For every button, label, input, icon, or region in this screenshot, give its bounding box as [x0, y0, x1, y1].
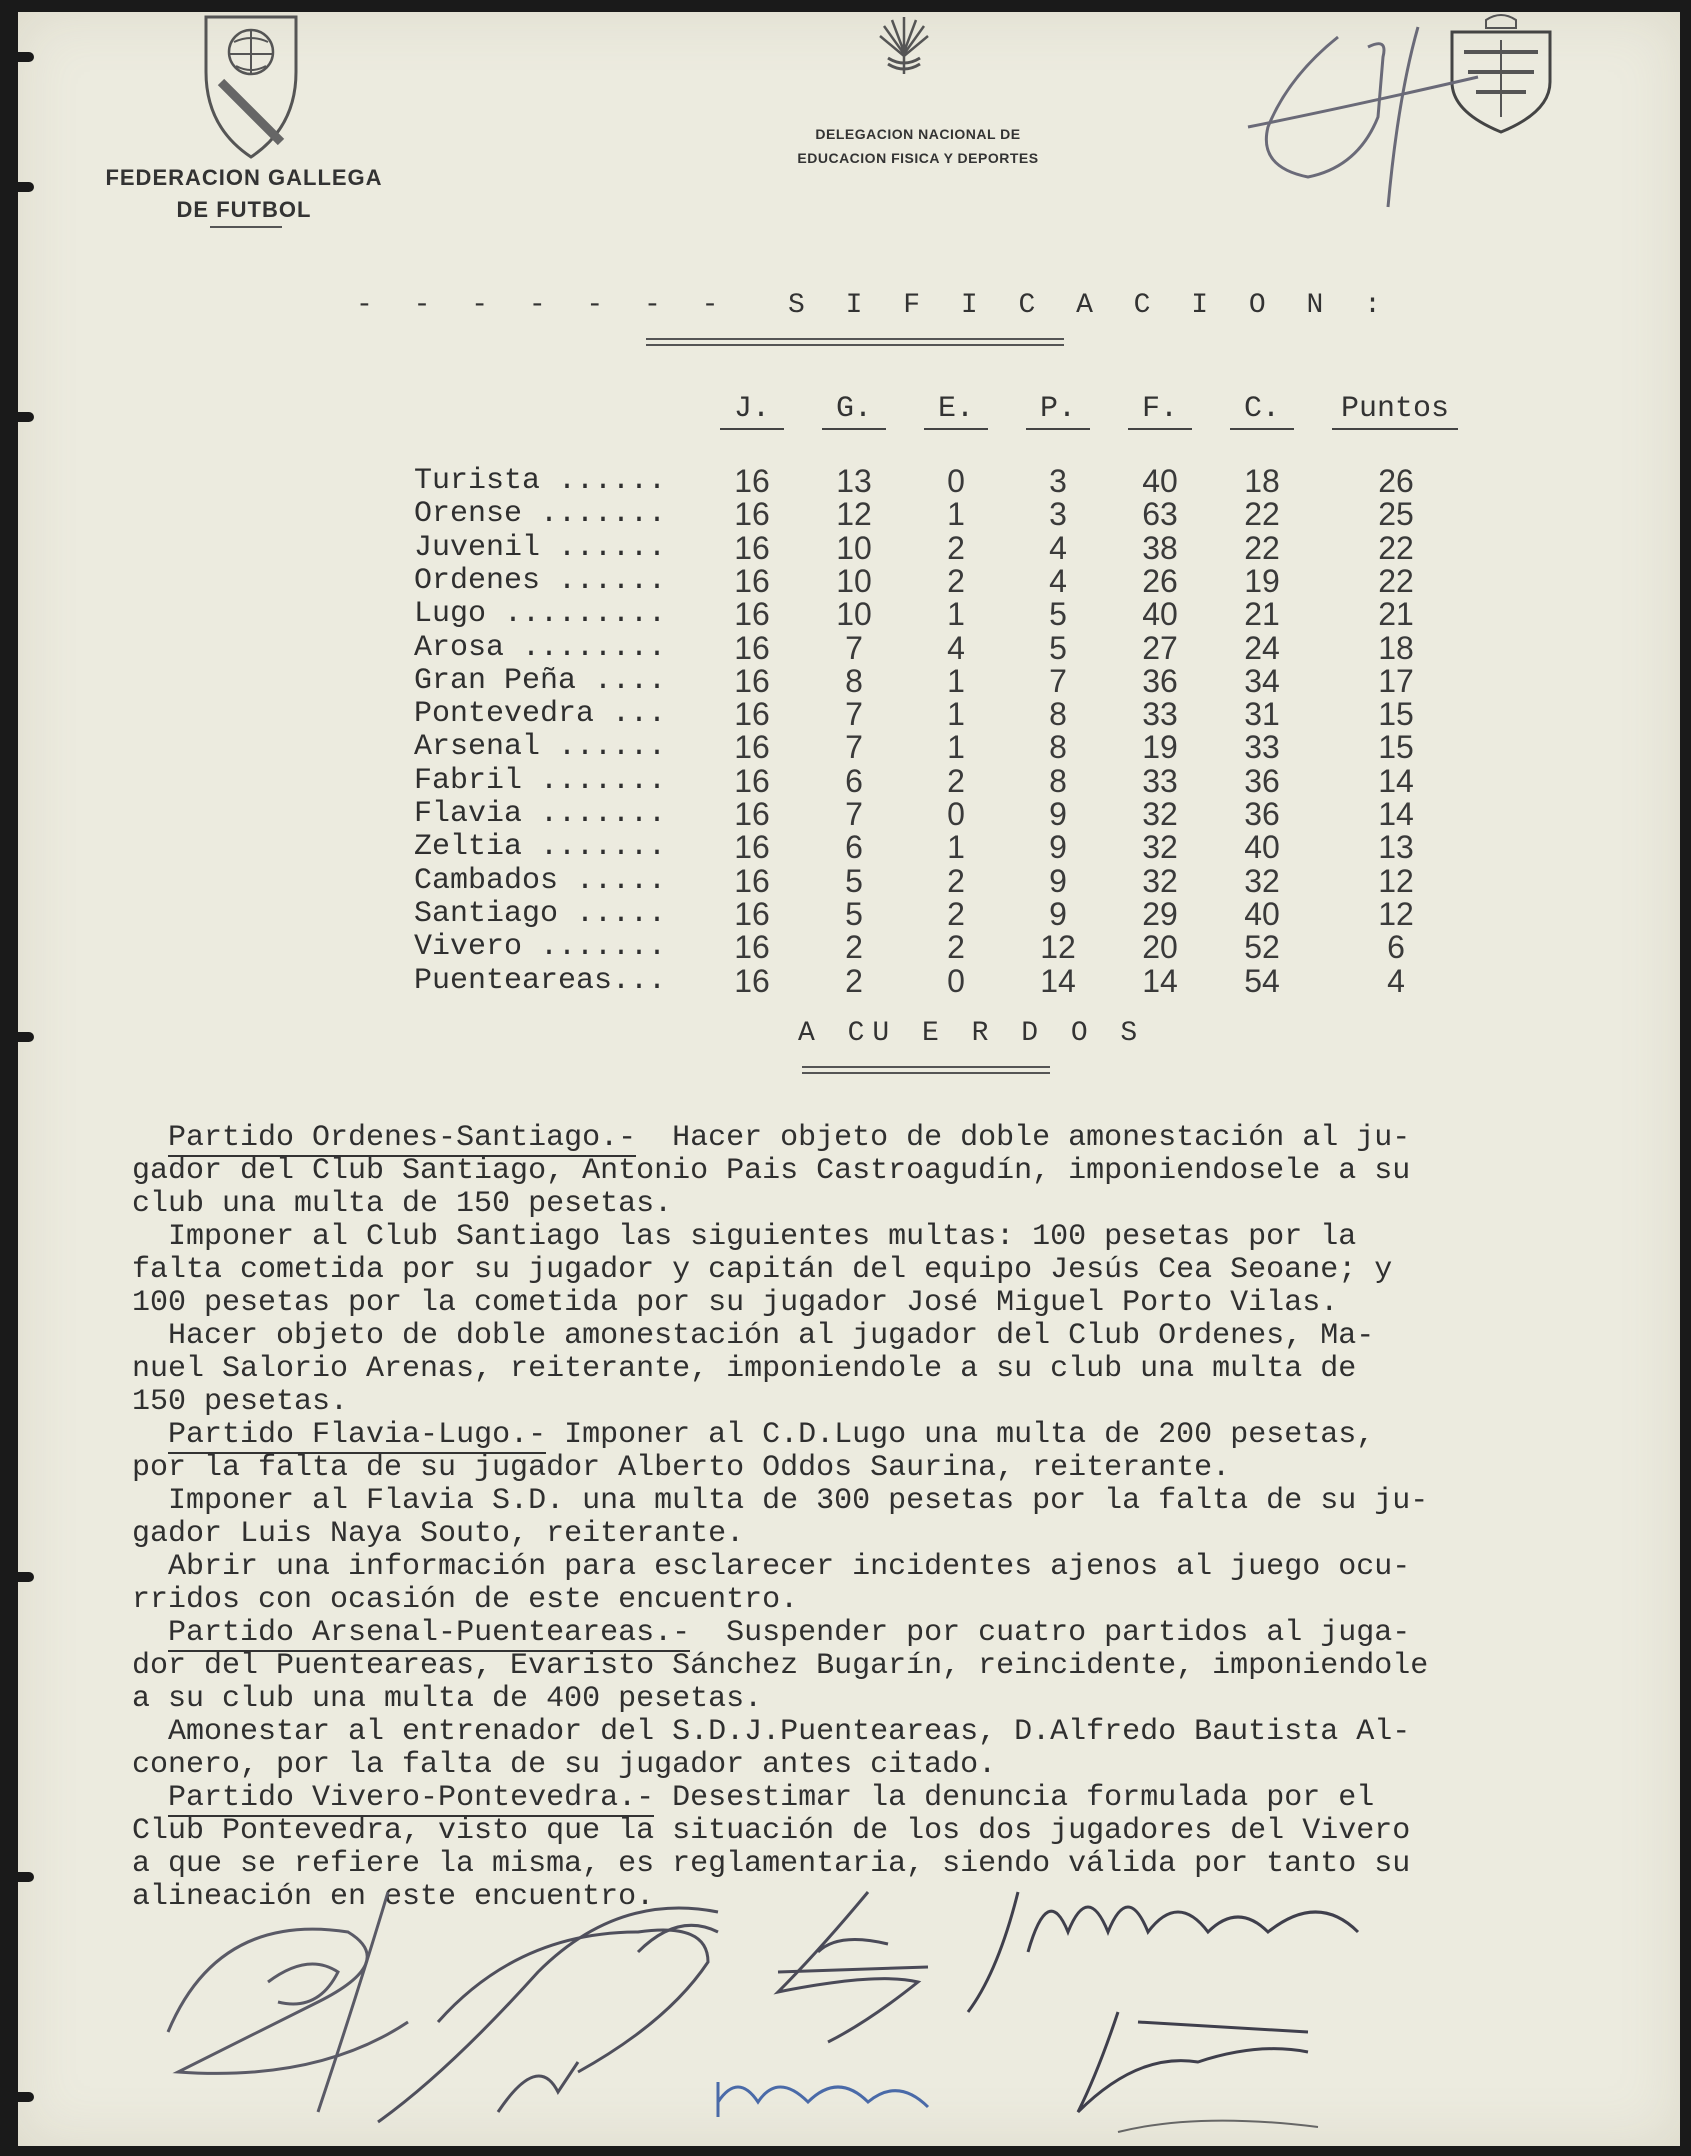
- table-cell: 7: [845, 729, 863, 766]
- table-cell: 52: [1244, 929, 1280, 966]
- agreement-flavia-lugo: [132, 1419, 1652, 1452]
- table-cell: 40: [1244, 829, 1280, 866]
- federation-shield-logo: [196, 12, 306, 162]
- table-cell: 2: [947, 895, 965, 932]
- team-name: Flavia .......: [414, 797, 667, 831]
- federation-name: [94, 162, 394, 226]
- text-line: Amonestar al entrenador del S.D.J.Puenteareas, D.Alfredo Bautista Al-: [132, 1715, 1411, 1749]
- team-name: Turista ......: [414, 464, 667, 498]
- signature-2: [378, 1908, 718, 2122]
- team-name: Gran Peña ....: [414, 663, 667, 698]
- table-cell: 1: [947, 496, 965, 533]
- table-cell: 29: [1142, 895, 1178, 932]
- table-cell: 0: [947, 796, 965, 832]
- signature-1: [168, 1892, 408, 2112]
- table-cell: 10: [836, 596, 872, 633]
- binder-hole: [18, 182, 34, 192]
- table-cell: 4: [947, 629, 965, 666]
- agreements-double-underline: [802, 1066, 1050, 1074]
- table-cell: 36: [1244, 796, 1280, 832]
- text-line: Hacer objeto de doble amonestación al jugador del Club Ordenes, Ma-: [132, 1319, 1375, 1353]
- table-cell: 5: [845, 895, 863, 932]
- team-name: Santiago .....: [414, 896, 667, 931]
- col-header-puntos: Puntos: [1332, 392, 1458, 430]
- text-line: a que se refiere la misma, es reglamentaria, siendo válida por tanto su: [132, 1847, 1411, 1881]
- table-cell: 16: [734, 496, 770, 533]
- team-name: Vivero .......: [414, 930, 667, 965]
- text-line: Suspender por cuatro partidos al juga-: [690, 1616, 1411, 1650]
- yoke-arrows-emblem: [874, 12, 934, 82]
- table-cell: 7: [1049, 662, 1067, 699]
- team-name: Arosa ........: [414, 630, 667, 665]
- title-double-underline: [646, 338, 1064, 346]
- table-cell: 7: [845, 696, 863, 733]
- table-cell: 16: [734, 463, 770, 499]
- table-cell: 33: [1244, 729, 1280, 766]
- table-cell: 9: [1049, 895, 1067, 932]
- table-cell: 14: [1040, 962, 1076, 999]
- table-cell: 34: [1244, 662, 1280, 699]
- table-cell: 40: [1244, 895, 1280, 932]
- table-cell: 36: [1142, 662, 1178, 699]
- delegation-name-line1: DELEGACION NACIONAL DE: [815, 126, 1021, 142]
- table-cell: 16: [734, 895, 770, 932]
- table-cell: 40: [1142, 596, 1178, 633]
- table-cell: 22: [1378, 562, 1414, 599]
- col-header-e: E.: [924, 392, 988, 430]
- table-cell: 16: [734, 762, 770, 799]
- table-cell: 5: [1049, 629, 1067, 666]
- table-cell: 16: [734, 796, 770, 832]
- text-line: por la falta de su jugador Alberto Oddos Saurina, reiterante.: [132, 1451, 1231, 1485]
- table-cell: 54: [1244, 962, 1280, 999]
- table-cell: 4: [1049, 529, 1067, 566]
- text-line: rridos con ocasión de este encuentro.: [132, 1583, 799, 1617]
- text-line: Imponer al Flavia S.D. una multa de 300 pesetas por la falta de su ju-: [132, 1484, 1429, 1518]
- table-cell: 5: [845, 862, 863, 899]
- text-line: conero, por la falta de su jugador antes citado.: [132, 1748, 997, 1782]
- table-cell: 14: [1378, 796, 1414, 832]
- agreements-body: [132, 1122, 1652, 1914]
- table-cell: 25: [1378, 496, 1414, 533]
- delegation-name-line2: EDUCACION FISICA Y DEPORTES: [797, 150, 1039, 166]
- col-header-f: F.: [1128, 392, 1192, 430]
- text-line: Abrir una información para esclarecer incidentes ajenos al juego ocu-: [132, 1550, 1411, 1584]
- table-cell: 33: [1142, 696, 1178, 733]
- table-cell: 0: [947, 463, 965, 499]
- signature-4: [968, 1892, 1358, 2112]
- table-cell: 1: [947, 662, 965, 699]
- table-cell: 16: [734, 962, 770, 999]
- table-cell: 20: [1142, 929, 1178, 966]
- team-name: Arsenal ......: [414, 730, 667, 765]
- table-cell: 2: [947, 562, 965, 599]
- table-cell: 27: [1142, 629, 1178, 666]
- table-cell: 32: [1142, 796, 1178, 832]
- federation-rule: [210, 226, 282, 228]
- text-line: 100 pesetas por la cometida por su jugador José Miguel Porto Vilas.: [132, 1286, 1339, 1320]
- table-cell: 1: [947, 596, 965, 633]
- table-cell: 15: [1378, 729, 1414, 766]
- table-cell: 2: [947, 529, 965, 566]
- binder-hole: [18, 52, 34, 62]
- table-cell: 16: [734, 629, 770, 666]
- table-cell: 6: [845, 829, 863, 866]
- col-header-c: C.: [1230, 392, 1294, 430]
- text-line: a su club una multa de 400 pesetas.: [132, 1682, 763, 1716]
- table-cell: 12: [1378, 862, 1414, 899]
- match-heading: Partido Flavia-Lugo.-: [168, 1418, 547, 1452]
- team-name: Pontevedra ...: [414, 697, 667, 732]
- table-cell: 1: [947, 696, 965, 733]
- agreements-title: A CU E R D O S: [798, 1018, 1146, 1049]
- table-cell: 1: [947, 829, 965, 866]
- team-name: Fabril .......: [414, 763, 667, 798]
- table-cell: 13: [1378, 829, 1414, 866]
- table-cell: 12: [836, 496, 872, 533]
- team-name: Juvenil ......: [414, 530, 667, 565]
- table-cell: 36: [1244, 762, 1280, 799]
- table-cell: 63: [1142, 496, 1178, 533]
- table-cell: 26: [1142, 562, 1178, 599]
- table-cell: 16: [734, 729, 770, 766]
- text-line: Imponer al Club Santiago las siguientes multas: 100 pesetas por la: [132, 1220, 1357, 1254]
- table-cell: 0: [947, 962, 965, 999]
- table-cell: 26: [1378, 463, 1414, 499]
- text-line: gador del Club Santiago, Antonio Pais Castroagudín, imponiendosele a su: [132, 1154, 1411, 1188]
- table-cell: 14: [1142, 962, 1178, 999]
- text-line: nuel Salorio Arenas, reiterante, imponiendole a su club una multa de: [132, 1352, 1357, 1386]
- table-cell: 3: [1049, 463, 1067, 499]
- col-header-g: G.: [822, 392, 886, 430]
- table-cell: 16: [734, 829, 770, 866]
- table-cell: 21: [1244, 596, 1280, 633]
- table-cell: 16: [734, 529, 770, 566]
- team-name: Puenteareas...: [414, 963, 667, 998]
- text-line: club una multa de 150 pesetas.: [132, 1187, 673, 1221]
- table-cell: 9: [1049, 796, 1067, 832]
- table-cell: 24: [1244, 629, 1280, 666]
- table-cell: 31: [1244, 696, 1280, 733]
- binder-hole: [18, 1032, 34, 1042]
- signature-stroke: [1118, 2121, 1318, 2132]
- table-cell: 4: [1049, 562, 1067, 599]
- table-cell: 6: [1387, 929, 1405, 966]
- table-cell: 10: [836, 529, 872, 566]
- federation-name-line1: FEDERACION GALLEGA: [105, 165, 383, 190]
- table-cell: 3: [1049, 496, 1067, 533]
- match-heading: Partido Ordenes-Santiago.-: [168, 1121, 637, 1155]
- handwritten-signature-top: [1228, 17, 1488, 217]
- text-line: Imponer al C.D.Lugo una multa de 200 pesetas,: [546, 1418, 1375, 1452]
- agreement-ordenes-santiago: [132, 1122, 1652, 1155]
- table-cell: 21: [1378, 596, 1414, 633]
- table-cell: 5: [1049, 596, 1067, 633]
- table-cell: 12: [1378, 895, 1414, 932]
- table-cell: 19: [1142, 729, 1178, 766]
- table-cell: 6: [845, 762, 863, 799]
- table-cell: 40: [1142, 463, 1178, 499]
- table-cell: 33: [1142, 762, 1178, 799]
- text-line: 150 pesetas.: [132, 1385, 349, 1419]
- table-cell: 16: [734, 696, 770, 733]
- table-cell: 16: [734, 562, 770, 599]
- delegation-name: [738, 122, 1098, 170]
- table-cell: 8: [1049, 762, 1067, 799]
- table-cell: 8: [1049, 696, 1067, 733]
- binder-hole: [18, 412, 34, 422]
- col-header-j: J.: [720, 392, 784, 430]
- table-cell: 10: [836, 562, 872, 599]
- table-cell: 18: [1378, 629, 1414, 666]
- col-header-p: P.: [1026, 392, 1090, 430]
- table-cell: 12: [1040, 929, 1076, 966]
- table-cell: 1: [947, 729, 965, 766]
- signature-5: [718, 2082, 928, 2117]
- team-name: Cambados .....: [414, 863, 667, 898]
- table-cell: 2: [947, 762, 965, 799]
- text-line: Club Pontevedra, visto que la situación de los dos jugadores del Vivero: [132, 1814, 1411, 1848]
- table-cell: 8: [845, 662, 863, 699]
- table-cell: 32: [1142, 862, 1178, 899]
- table-cell: 8: [1049, 729, 1067, 766]
- table-cell: 4: [1387, 962, 1405, 999]
- agreement-arsenal-puenteareas: [132, 1617, 1652, 1650]
- table-cell: 18: [1244, 463, 1280, 499]
- table-cell: 17: [1378, 662, 1414, 699]
- match-heading: Partido Vivero-Pontevedra.-: [168, 1781, 655, 1815]
- table-cell: 9: [1049, 829, 1067, 866]
- text-line: alineación en este encuentro.: [132, 1880, 655, 1914]
- table-cell: 16: [734, 596, 770, 633]
- table-cell: 7: [845, 796, 863, 832]
- table-cell: 2: [845, 962, 863, 999]
- table-cell: 19: [1244, 562, 1280, 599]
- text-line: gador Luis Naya Souto, reiterante.: [132, 1517, 745, 1551]
- text-line: Hacer objeto de doble amonestación al ju-: [636, 1121, 1411, 1155]
- team-name: Lugo .........: [414, 597, 667, 632]
- federation-name-line2: DE FUTBOL: [176, 197, 312, 222]
- text-line: dor del Puenteareas, Evaristo Sánchez Bugarín, reincidente, imponiendole: [132, 1649, 1429, 1683]
- table-cell: 2: [947, 929, 965, 966]
- binder-hole: [18, 1572, 34, 1582]
- table-cell: 16: [734, 662, 770, 699]
- table-cell: 16: [734, 929, 770, 966]
- match-heading: Partido Arsenal-Puenteareas.-: [168, 1616, 691, 1650]
- table-cell: 15: [1378, 696, 1414, 733]
- signatures-area: [18, 1872, 1680, 2142]
- table-cell: 22: [1378, 529, 1414, 566]
- table-cell: 38: [1142, 529, 1178, 566]
- table-cell: 32: [1244, 862, 1280, 899]
- table-cell: 7: [845, 629, 863, 666]
- team-name: Zeltia .......: [414, 830, 667, 865]
- table-cell: 2: [947, 862, 965, 899]
- table-cell: 2: [845, 929, 863, 966]
- table-cell: 22: [1244, 529, 1280, 566]
- classification-title: - - - - - - - S I F I C A C I O N :: [356, 290, 1393, 321]
- table-cell: 22: [1244, 496, 1280, 533]
- signature-3: [778, 1892, 928, 2042]
- table-cell: 9: [1049, 862, 1067, 899]
- table-cell: 14: [1378, 762, 1414, 799]
- table-cell: 13: [836, 463, 872, 499]
- table-cell: 32: [1142, 829, 1178, 866]
- table-cell: 16: [734, 862, 770, 899]
- text-line: falta cometida por su jugador y capitán del equipo Jesús Cea Seoane; y: [132, 1253, 1393, 1287]
- agreement-vivero-pontevedra: [132, 1782, 1652, 1815]
- team-name: Ordenes ......: [414, 563, 667, 598]
- document-sheet: [18, 12, 1680, 2146]
- team-name: Orense .......: [414, 497, 667, 532]
- text-line: Desestimar la denuncia formulada por el: [654, 1781, 1375, 1815]
